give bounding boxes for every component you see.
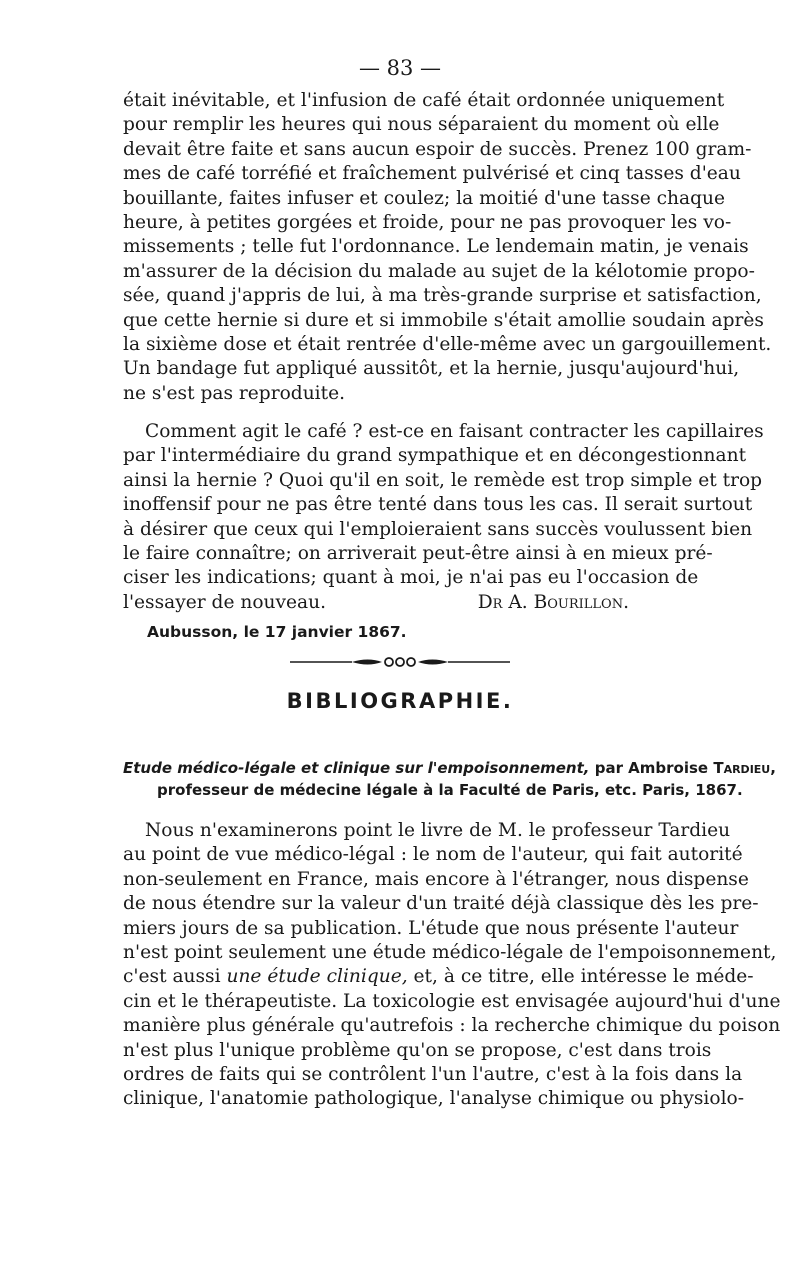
reference-author: Tardieu,	[713, 759, 776, 777]
text-line: manière plus générale qu'autrefois : la recherche chimique du poison	[123, 1015, 781, 1037]
text-line: m'assurer de la décision du malade au sujet de la kélotomie propo-	[123, 260, 755, 282]
text-line: non-seulement en France, mais encore à l'étranger, nous dispense	[123, 868, 749, 890]
text-line: missements ; telle fut l'ordonnance. Le lendemain matin, je venais	[123, 236, 749, 258]
paragraph-review	[123, 819, 781, 1112]
reference-heading	[123, 759, 776, 777]
text-line: Comment agit le café ? est-ce en faisant contracter les capillaires	[145, 421, 764, 442]
ornamental-divider	[290, 654, 510, 670]
text-line: heure, à petites gorgées et froide, pour ne pas provoquer les vo-	[123, 211, 732, 233]
text-line: n'est plus l'unique problème qu'on se propose, c'est dans trois	[123, 1039, 712, 1061]
text-line: Nous n'examinerons point le livre de M. le professeur Tardieu	[145, 820, 731, 841]
text-line: était inévitable, et l'infusion de café était ordonnée uniquement	[123, 90, 725, 111]
signature-line	[123, 591, 676, 615]
author-signature: Dr A. Bourillon.	[477, 591, 629, 613]
text-line: par l'intermédiaire du grand sympathique et en décongestionnant	[123, 445, 747, 467]
text-line: devait être faite et sans aucun espoir de succès. Prenez 100 gram-	[123, 138, 752, 160]
reference-title: Etude médico-légale et clinique sur l'empoisonnement,	[123, 759, 590, 777]
text-line: à désirer que ceux qui l'emploieraient sans succès voulussent bien	[123, 518, 753, 540]
text-line: bouillante, faites infuser et coulez; la moitié d'une tasse chaque	[123, 187, 725, 209]
text-line: pour remplir les heures qui nous séparaient du moment où elle	[123, 114, 720, 136]
reference-by: par Ambroise	[589, 759, 714, 777]
text-segment: c'est aussi	[123, 966, 227, 988]
text-line: n'est point seulement une étude médico-légale de l'empoisonnement,	[123, 941, 777, 963]
text-line: sée, quand j'appris de lui, à ma très-grande surprise et satisfaction,	[123, 285, 762, 307]
page-number: — 83 —	[358, 56, 442, 80]
text-line: que cette hernie si dure et si immobile s'était amollie soudain après	[123, 309, 764, 331]
paragraph-coffee-case	[123, 89, 772, 406]
text-line: miers jours de sa publication. L'étude que nous présente l'auteur	[123, 917, 739, 939]
text-line: ordres de faits qui se contrôlent l'un l'autre, c'est à la fois dans la	[123, 1063, 743, 1085]
section-title: BIBLIOGRAPHIE.	[286, 689, 514, 713]
text-line: le faire connaître; on arriverait peut-être ainsi à en mieux pré-	[123, 542, 713, 564]
signature-text: l'essayer de nouveau.	[123, 591, 326, 613]
text-segment: et, à ce titre, elle intéresse le méde-	[407, 966, 754, 988]
text-line: Un bandage fut appliqué aussitôt, et la hernie, jusqu'aujourd'hui,	[123, 358, 740, 380]
text-line: clinique, l'anatomie pathologique, l'analyse chimique ou physiolo-	[123, 1088, 745, 1110]
text-line: cin et le thérapeutiste. La toxicologie est envisagée aujourd'hui d'une	[123, 990, 781, 1012]
text-line: la sixième dose et était rentrée d'elle-même avec un gargouillement.	[123, 333, 772, 355]
text-line: ciser les indications; quant à moi, je n'ai pas eu l'occasion de	[123, 567, 699, 589]
text-line: ainsi la hernie ? Quoi qu'il en soit, le remède est trop simple et trop	[123, 469, 763, 491]
text-line: de nous étendre sur la valeur d'un traité déjà classique dès les pre-	[123, 893, 759, 915]
emphasized-text: une étude clinique,	[226, 966, 408, 988]
text-line: ne s'est pas reproduite.	[123, 382, 345, 404]
reference-details: professeur de médecine légale à la Faculté de Paris, etc. Paris, 1867.	[157, 781, 743, 799]
paragraph-mechanism	[123, 420, 764, 615]
text-line: mes de café torréfié et fraîchement pulvérisé et cinq tasses d'eau	[123, 163, 741, 185]
text-line: inoffensif pour ne pas être tenté dans tous les cas. Il serait surtout	[123, 494, 753, 516]
text-line: au point de vue médico-légal : le nom de l'auteur, qui fait autorité	[123, 844, 743, 866]
place-date: Aubusson, le 17 janvier 1867.	[147, 623, 407, 641]
text-line	[123, 965, 754, 989]
